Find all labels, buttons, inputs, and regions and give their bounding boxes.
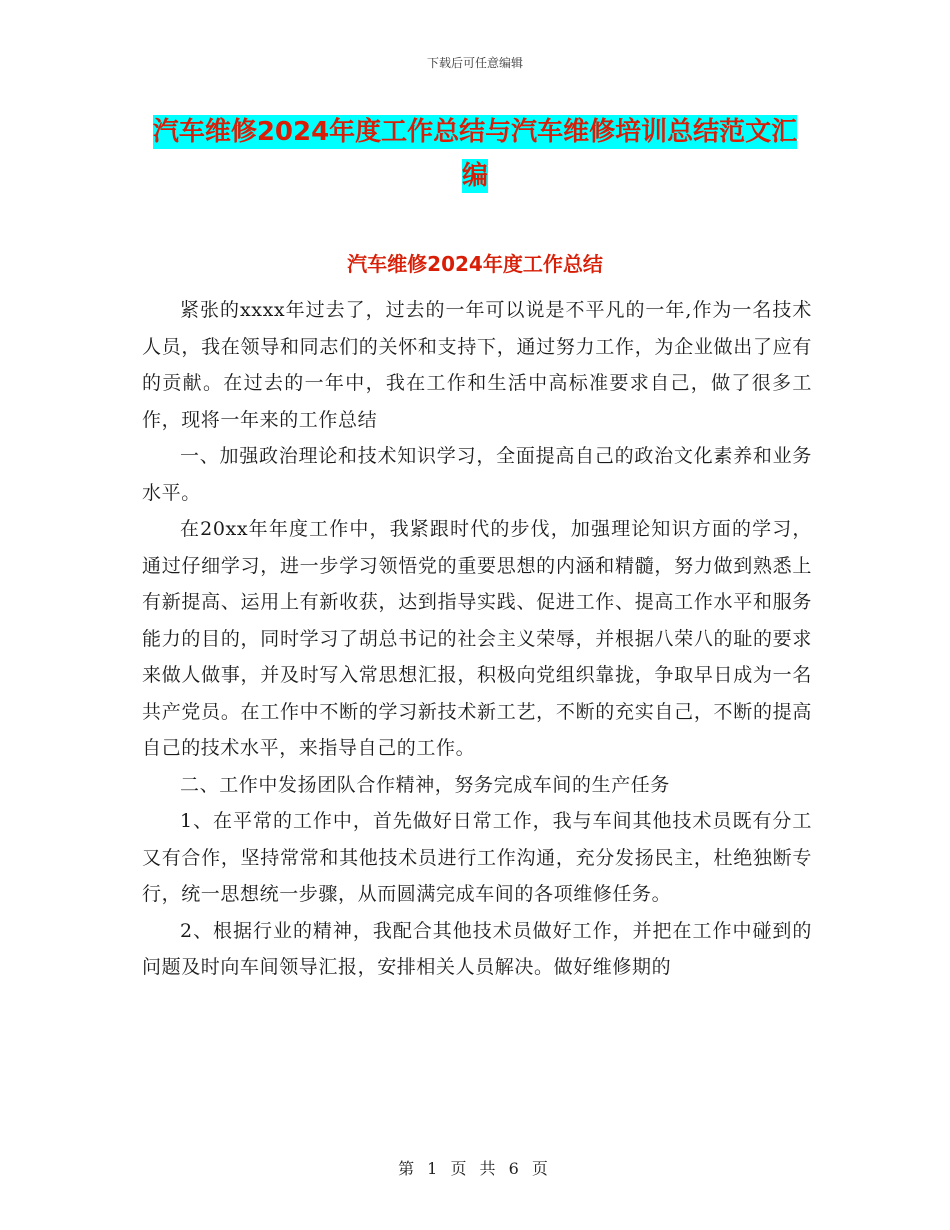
paragraph: 一、加强政治理论和技术知识学习，全面提高自己的政治文化素养和业务水平。 <box>142 445 812 504</box>
page-header-note: 下载后可任意编辑 <box>426 56 523 70</box>
document-body <box>142 292 812 986</box>
section-title: 汽车维修2024年度工作总结 <box>347 252 603 276</box>
paragraph: 在20xx年年度工作中，我紧跟时代的步伐，加强理论知识方面的学习，通过仔细学习，进一步学习领悟党的重要思想的内涵和精髓，努力做到熟悉上有新提高、运用上有新收获，达到指导实践、促进工作、提高工作水平和服务能力的目的，同时学习了胡总书记的社会主义荣辱，并根据八荣八的耻的要求来做人做事，并及时写入常思想汇报，积极向党组织靠拢，争取早日成为一名共产党员。在工作中不断的学习新技术新工艺，不断的充实自己，不断的提高自己的技术水平，来指导自己的工作。 <box>142 518 812 759</box>
paragraph: 紧张的xxxx年过去了，过去的一年可以说是不平凡的一年,作为一名技术人员，我在领导和同志们的关怀和支持下，通过努力工作，为企业做出了应有的贡献。在过去的一年中，我在工作和生活中高标准要求自己，做了很多工作，现将一年来的工作总结 <box>142 299 812 431</box>
paragraph: 2、根据行业的精神，我配合其他技术员做好工作，并把在工作中碰到的问题及时向车间领导汇报，安排相关人员解决。做好维修期的 <box>142 919 812 978</box>
document-title <box>140 110 810 198</box>
page-footer: 第 1 页 共 6 页 <box>398 1159 552 1178</box>
paragraph: 二、工作中发扬团队合作精神，努务完成车间的生产任务 <box>180 773 671 796</box>
paragraph: 1、在平常的工作中，首先做好日常工作，我与车间其他技术员既有分工又有合作，坚持常常和其他技术员进行工作沟通，充分发扬民主，杜绝独断专行，统一思想统一步骤，从而圆满完成车间的各项维修任务。 <box>142 810 812 905</box>
document-title-text: 汽车维修2024年度工作总结与汽车维修培训总结范文汇编 <box>152 117 798 191</box>
